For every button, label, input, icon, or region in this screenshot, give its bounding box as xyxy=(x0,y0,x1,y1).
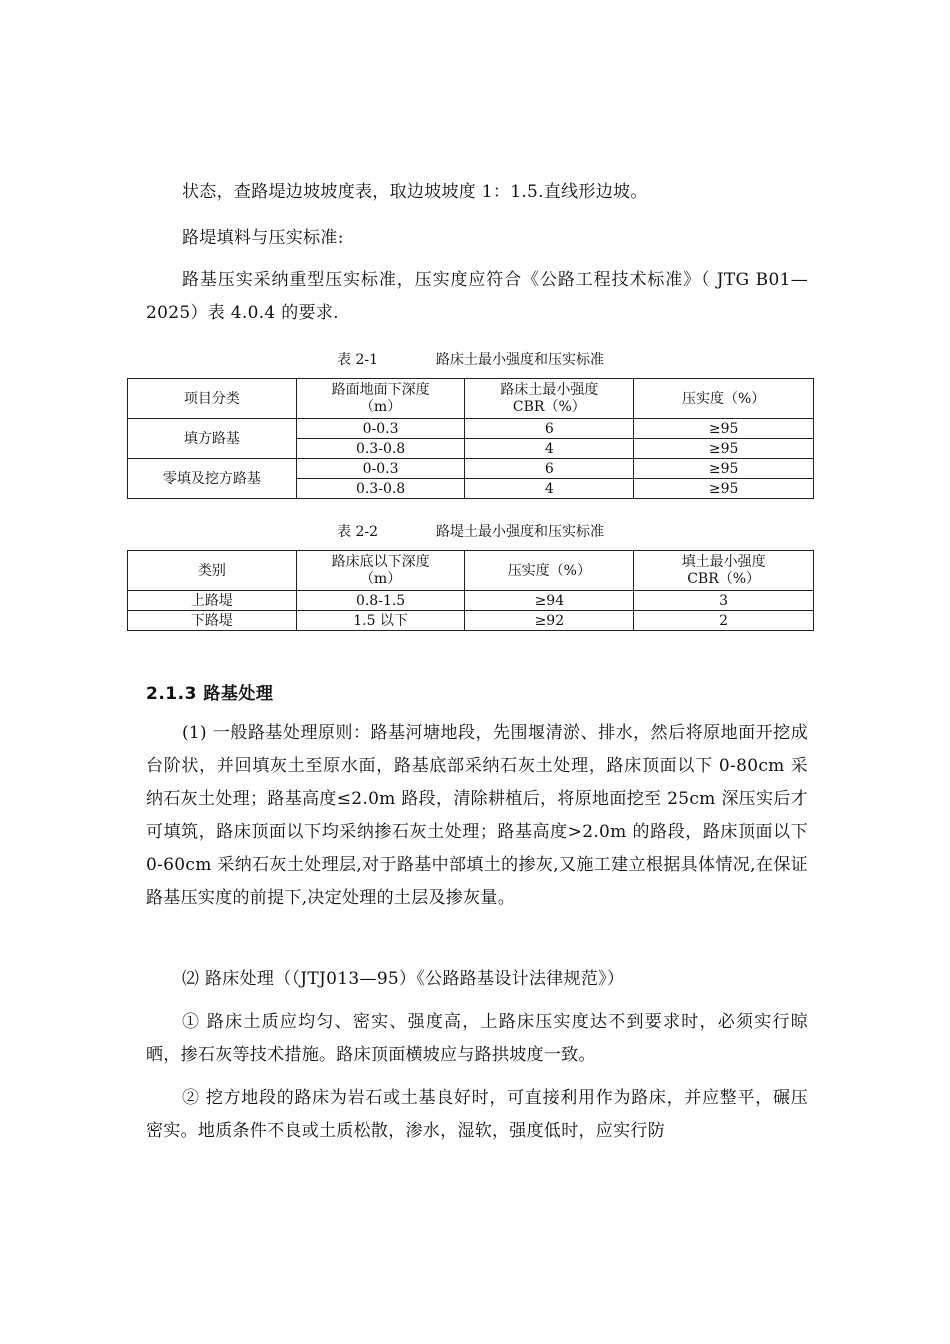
paragraph-roadbed-2: ② 挖方地段的路床为岩石或土基良好时，可直接利用作为路床，并应整平，碾压密实。地质条件不良或土质松散，渗水，湿软，强度低时，应实行防 xyxy=(146,1088,808,1141)
table1-header-depth: 路面地面下深度 （m） xyxy=(296,379,465,419)
table-cell: 0.8-1.5 xyxy=(296,591,465,611)
paragraph-fill-heading: 路堤填料与压实标准: xyxy=(182,228,344,248)
paragraph-roadbed-heading: ⑵ 路床处理（（JTJ013—95）《公路路基设计法律规范》） xyxy=(182,969,625,989)
table-cell: 2 xyxy=(634,611,814,631)
table1-group-fill: 填方路基 xyxy=(128,419,297,459)
table2-caption-number: 表 2-2 xyxy=(337,524,378,540)
table2 xyxy=(127,550,814,631)
table-cell: 4 xyxy=(465,479,634,499)
table1-caption-title: 路床土最小强度和压实标准 xyxy=(436,352,604,368)
table1-group-cut: 零填及挖方路基 xyxy=(128,459,297,499)
paragraph-slope: 状态，查路堤边坡坡度表，取边坡坡度 1：1.5.直线形边坡。 xyxy=(182,182,648,202)
table-cell: ≥95 xyxy=(634,439,814,459)
table-row xyxy=(128,591,814,611)
table1-caption-number: 表 2-1 xyxy=(337,352,378,368)
table2-header-row xyxy=(128,551,814,591)
table-cell: ≥92 xyxy=(465,611,634,631)
table-cell: 0-0.3 xyxy=(296,419,465,439)
table2-header-compaction: 压实度（%） xyxy=(465,551,634,591)
table-cell: 6 xyxy=(465,419,634,439)
table-cell: ≥95 xyxy=(634,459,814,479)
section-heading: 2.1.3 路基处理 xyxy=(146,684,274,704)
table1-header-strength: 路床土最小强度 CBR（%） xyxy=(465,379,634,419)
table-cell: 3 xyxy=(634,591,814,611)
table-cell: 0.3-0.8 xyxy=(296,479,465,499)
paragraph-compaction: 路基压实采纳重型压实标准，压实度应符合《公路工程技术标准》（ JTG B01—2025）表 4.0.4 的要求. xyxy=(146,270,808,323)
table-cell: 4 xyxy=(465,439,634,459)
paragraph-roadbed-1: ① 路床土质应均匀、密实、强度高，上路床压实度达不到要求时，必须实行晾晒，掺石灰等技术措施。路床顶面横坡应与路拱坡度一致。 xyxy=(146,1012,808,1065)
table-cell: 1.5 以下 xyxy=(296,611,465,631)
table1-caption xyxy=(127,351,814,369)
table-cell: ≥94 xyxy=(465,591,634,611)
table-cell: 0.3-0.8 xyxy=(296,439,465,459)
table2-header-strength: 填土最小强度 CBR（%） xyxy=(634,551,814,591)
table-cell: ≥95 xyxy=(634,419,814,439)
table-cell: 6 xyxy=(465,459,634,479)
table1-header-compaction: 压实度（%） xyxy=(634,379,814,419)
table2-caption xyxy=(127,523,814,541)
table1-header-row xyxy=(128,379,814,419)
table2-caption-title: 路堤土最小强度和压实标准 xyxy=(436,524,604,540)
table2-header-depth: 路床底以下深度 （m） xyxy=(296,551,465,591)
table-cell: 0-0.3 xyxy=(296,459,465,479)
table-row xyxy=(128,419,814,439)
table2-header-category: 类别 xyxy=(128,551,297,591)
table-cell: 上路堤 xyxy=(128,591,297,611)
table-row xyxy=(128,459,814,479)
table1 xyxy=(127,378,814,499)
paragraph-principles: (1) 一般路基处理原则：路基河塘地段，先围堰清淤、排水，然后将原地面开挖成台阶状，并回填灰土至原水面，路基底部采纳石灰土处理，路床顶面以下 0-80cm 采纳石灰土处理；路基高度≤2.0m 路段，清除耕植后，将原地面挖至 25cm 深压实后才可填筑，路床顶面以下均采纳掺石灰土处理；路基高度>2.0m 的路段，路床顶面以下 0-60cm 采纳石灰土处理层,对于路基中部填土的掺灰,又施工建立根据具体情况,在保证路基压实度的前提下,决定处理的土层及掺灰量。 xyxy=(146,723,808,908)
table-cell: 下路堤 xyxy=(128,611,297,631)
table-cell: ≥95 xyxy=(634,479,814,499)
table-row xyxy=(128,611,814,631)
table1-header-category: 项目分类 xyxy=(128,379,297,419)
